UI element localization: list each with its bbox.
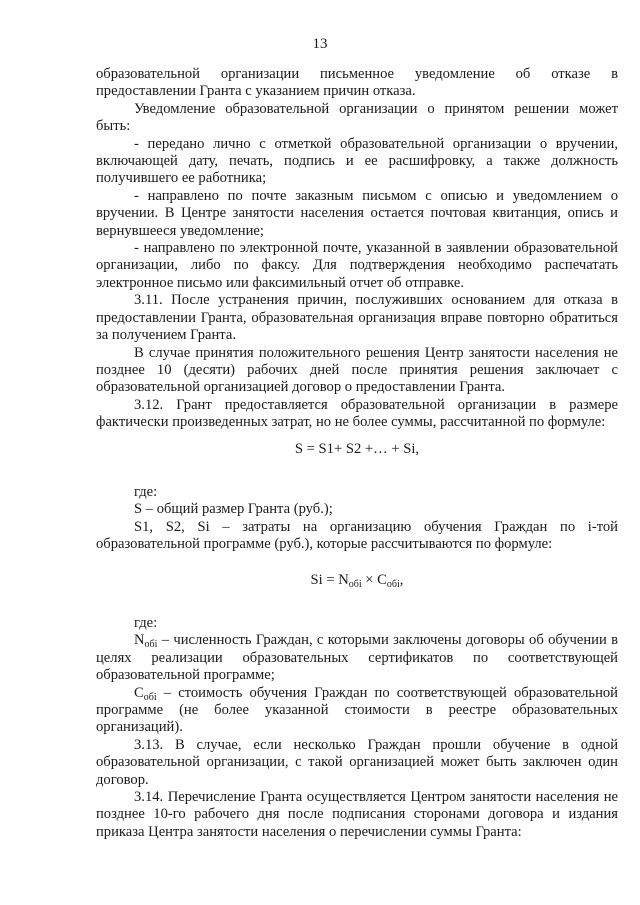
list-item-by-email: - направлено по электронной почте, указанной в заявлении образовательной организации, либо по факсу. Для подтверждения необходимо распечатать электронное письмо или факсимильный отчет об отправке. [96,240,618,291]
paragraph-notification-ways: Уведомление образовательной организации о принятом решении может быть: [96,100,618,135]
where-label-2: где: [134,614,158,631]
formula-si [96,572,618,589]
paragraph-positive-decision: В случае принятия положительного решения Центр занятости населения не позднее 10 (десяти) рабочих дней после принятия решения заключает с образовательной организацией договор о предоставлении Гранта. [96,344,618,396]
formula-si-n-subscript: обi [348,578,362,590]
paragraph-3-11: 3.11. После устранения причин, послуживших основанием для отказа в предоставлении Гранта, образовательная организация вправе повторно обратиться за получением Гранта. [96,292,618,344]
formula-si-c-subscript: обi [386,578,400,590]
formula-si-times: × C [361,571,387,588]
definition-si: S1, S2, Si – затраты на организацию обучения Граждан по i-той образовательной программе (руб.), которые рассчитываются по формуле: [96,518,618,553]
symbol-c: C [134,684,144,701]
symbol-n: N [134,632,145,649]
definition-n-text: – численность Граждан, с которыми заключены договоры об обучении в целях реализации образовательных сертификатов по соответствующей образовательной программе; [96,632,618,684]
paragraph-3-14: 3.14. Перечисление Гранта осуществляется Центром занятости населения не позднее 10-го рабочего дня после подписания сторонами договора и издания приказа Центра занятости населения о перечислении суммы Гранта: [96,789,618,840]
paragraph-3-12: 3.12. Грант предоставляется образовательной организации в размере фактически произведенных затрат, но не более суммы, рассчитанной по формуле: [96,396,618,431]
paragraph-refusal-notice: образовательной организации письменное уведомление об отказе в предоставлении Гранта с указанием причин отказа. [96,66,618,100]
list-item-by-mail: - направлено по почте заказным письмом с описью и уведомлением о вручении. В Центре занятости населения остается почтовая квитанция, опись и вернувшееся уведомление; [96,187,618,239]
definition-n [96,632,618,684]
paragraph-3-13: 3.13. В случае, если несколько Граждан прошли обучение в одной образовательной организации, с такой организацией может быть заключен один договор. [96,736,618,788]
formula-si-lhs: Si = N [310,571,349,588]
formula-total-grant: S = S1+ S2 +… + Si, [294,440,420,457]
definition-c-text: – стоимость обучения Граждан по соответствующей образовательной программе (не более указанной стоимости в реестре образовательных организаций). [96,684,618,736]
definition-s: S – общий размер Гранта (руб.); [134,501,333,518]
symbol-n-subscript: обi [144,639,158,651]
symbol-c-subscript: обi [143,691,157,703]
definition-c [96,685,618,737]
formula-si-tail: , [399,571,404,588]
list-item-in-person: - передано лично с отметкой образовательной организации о вручении, включающей дату, печать, подпись и ее расшифровку, а также должность получившего ее работника; [96,135,618,187]
where-label-1: где: [134,483,158,500]
page-number: 13 [312,36,328,52]
document-body [96,66,618,841]
